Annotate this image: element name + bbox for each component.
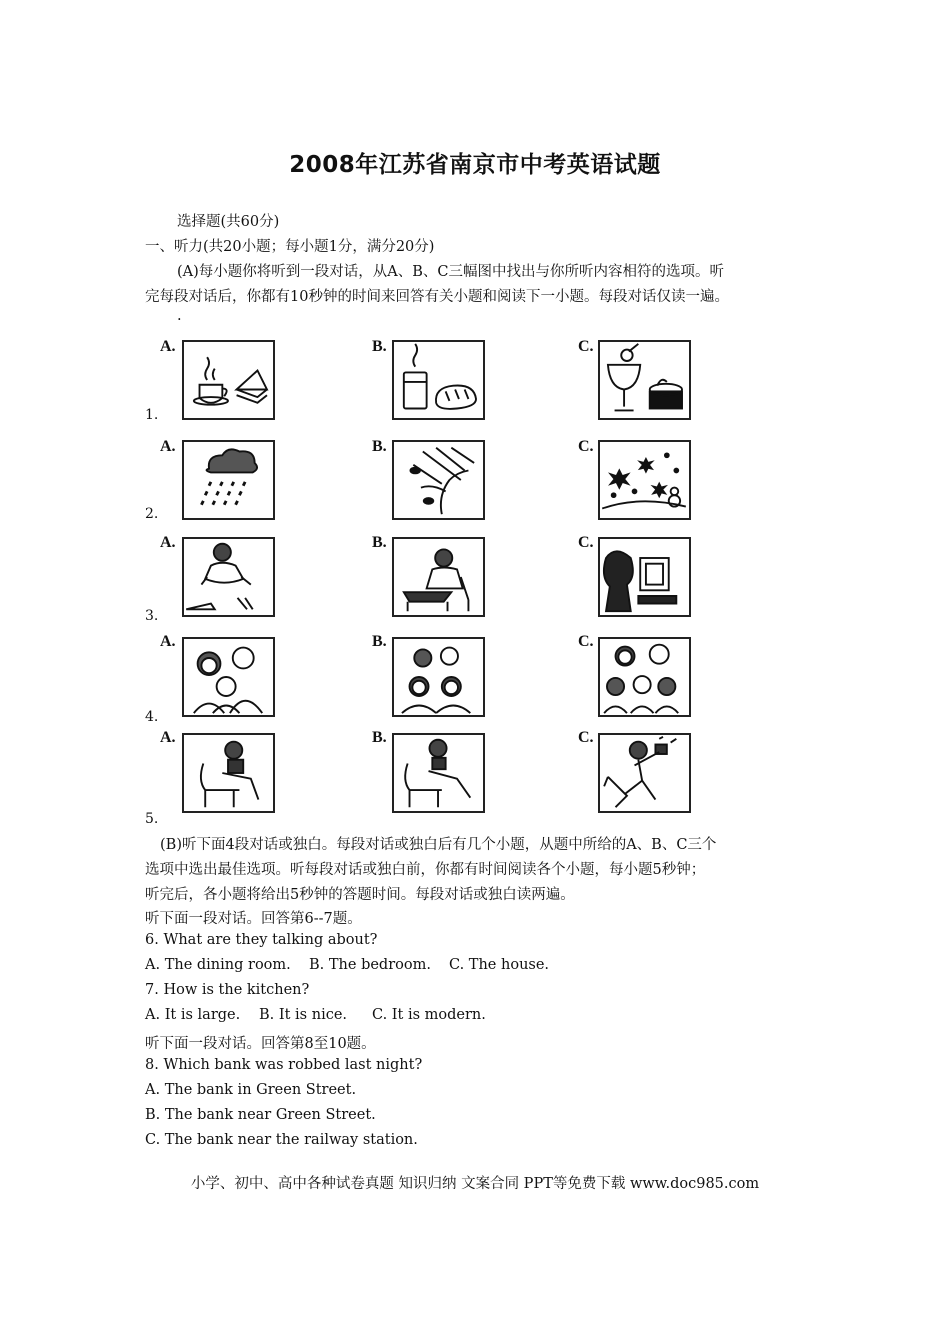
partA-instruction-line1: (A)每小题你将听到一段对话，从A、B、C三幅图中找出与你所听内容相符的选项。听 <box>177 264 725 280</box>
option-letter: A. <box>160 438 176 455</box>
family-of-five-icon[interactable] <box>598 637 691 717</box>
girl-at-computer-icon[interactable] <box>598 537 691 617</box>
partA-dot: . <box>177 308 182 324</box>
dialog2-intro: 听下面一段对话。回答第8至10题。 <box>145 1036 376 1052</box>
partB-instruction-line3: 听完后，各小题将给出5秒钟的答题时间。每段对话或独白读两遍。 <box>145 887 575 903</box>
option-letter: B. <box>372 729 387 746</box>
option-letter: A. <box>160 534 176 551</box>
boy-reading-chair-icon[interactable] <box>182 733 275 813</box>
question-6: 6. What are they talking about? <box>145 932 378 948</box>
option-letter: B. <box>372 338 387 355</box>
q6-option-a: A. The dining room. <box>145 957 291 973</box>
q7-option-b: B. It is nice. <box>259 1007 348 1023</box>
q8-option-c: C. The bank near the railway station. <box>145 1132 418 1148</box>
footer-text: 小学、初中、高中各种试卷真题 知识归纳 文案合同 PPT等免费下载 www.doc985.com <box>190 1176 760 1192</box>
group-of-four-kids-icon[interactable] <box>392 637 485 717</box>
rain-cloud-icon[interactable] <box>182 440 275 520</box>
page-title: 2008年江苏省南京市中考英语试题 <box>289 152 661 178</box>
option-letter: C. <box>578 438 594 455</box>
boy-falling-chair-icon[interactable] <box>598 733 691 813</box>
q7-option-a: A. It is large. <box>145 1007 241 1023</box>
man-at-desk-icon[interactable] <box>392 537 485 617</box>
q6-option-b: B. The bedroom. <box>309 957 431 973</box>
option-letter: C. <box>578 338 594 355</box>
question-number: 3. <box>145 608 159 624</box>
dialog1-intro: 听下面一段对话。回答第6--7题。 <box>145 911 362 927</box>
option-letter: A. <box>160 338 176 355</box>
option-letter: A. <box>160 729 176 746</box>
option-letter: C. <box>578 633 594 650</box>
question-number: 1. <box>145 407 159 423</box>
q6-option-c: C. The house. <box>449 957 550 973</box>
partB-instruction-line2: 选项中选出最佳选项。听每段对话或独白前，你都有时间阅读各个小题，每小题5秒钟； <box>145 862 706 878</box>
option-letter: C. <box>578 534 594 551</box>
snow-snowman-icon[interactable] <box>598 440 691 520</box>
question-8: 8. Which bank was robbed last night? <box>145 1057 423 1073</box>
question-number: 4. <box>145 709 159 725</box>
partB-instruction-line1: (B)听下面4段对话或独白。每段对话或独白后有几个小题，从题中所给的A、B、C三个 <box>160 837 717 853</box>
option-letter: B. <box>372 633 387 650</box>
q7-option-c: C. It is modern. <box>372 1007 486 1023</box>
ice-cream-drink-and-cake-icon[interactable] <box>598 340 691 420</box>
q8-option-a: A. The bank in Green Street. <box>145 1082 357 1098</box>
option-letter: B. <box>372 438 387 455</box>
part1-heading: 一、听力(共20小题；每小题1分，满分20分) <box>145 239 435 255</box>
question-number: 5. <box>145 811 159 827</box>
question-7: 7. How is the kitchen? <box>145 982 310 998</box>
option-letter: A. <box>160 633 176 650</box>
coffee-and-sandwich-icon[interactable] <box>182 340 275 420</box>
boy-reading-book-icon[interactable] <box>392 733 485 813</box>
question-number: 2. <box>145 506 159 522</box>
partA-instruction-line2: 完每段对话后，你都有10秒钟的时间来回答有关小题和阅读下一小题。每段对话仅读一遍。 <box>145 289 729 305</box>
windy-tree-icon[interactable] <box>392 440 485 520</box>
q8-option-b: B. The bank near Green Street. <box>145 1107 376 1123</box>
boy-sitting-icon[interactable] <box>182 537 275 617</box>
family-of-three-icon[interactable] <box>182 637 275 717</box>
milk-and-bread-icon[interactable] <box>392 340 485 420</box>
option-letter: C. <box>578 729 594 746</box>
section-label: 选择题(共60分) <box>177 214 280 230</box>
option-letter: B. <box>372 534 387 551</box>
